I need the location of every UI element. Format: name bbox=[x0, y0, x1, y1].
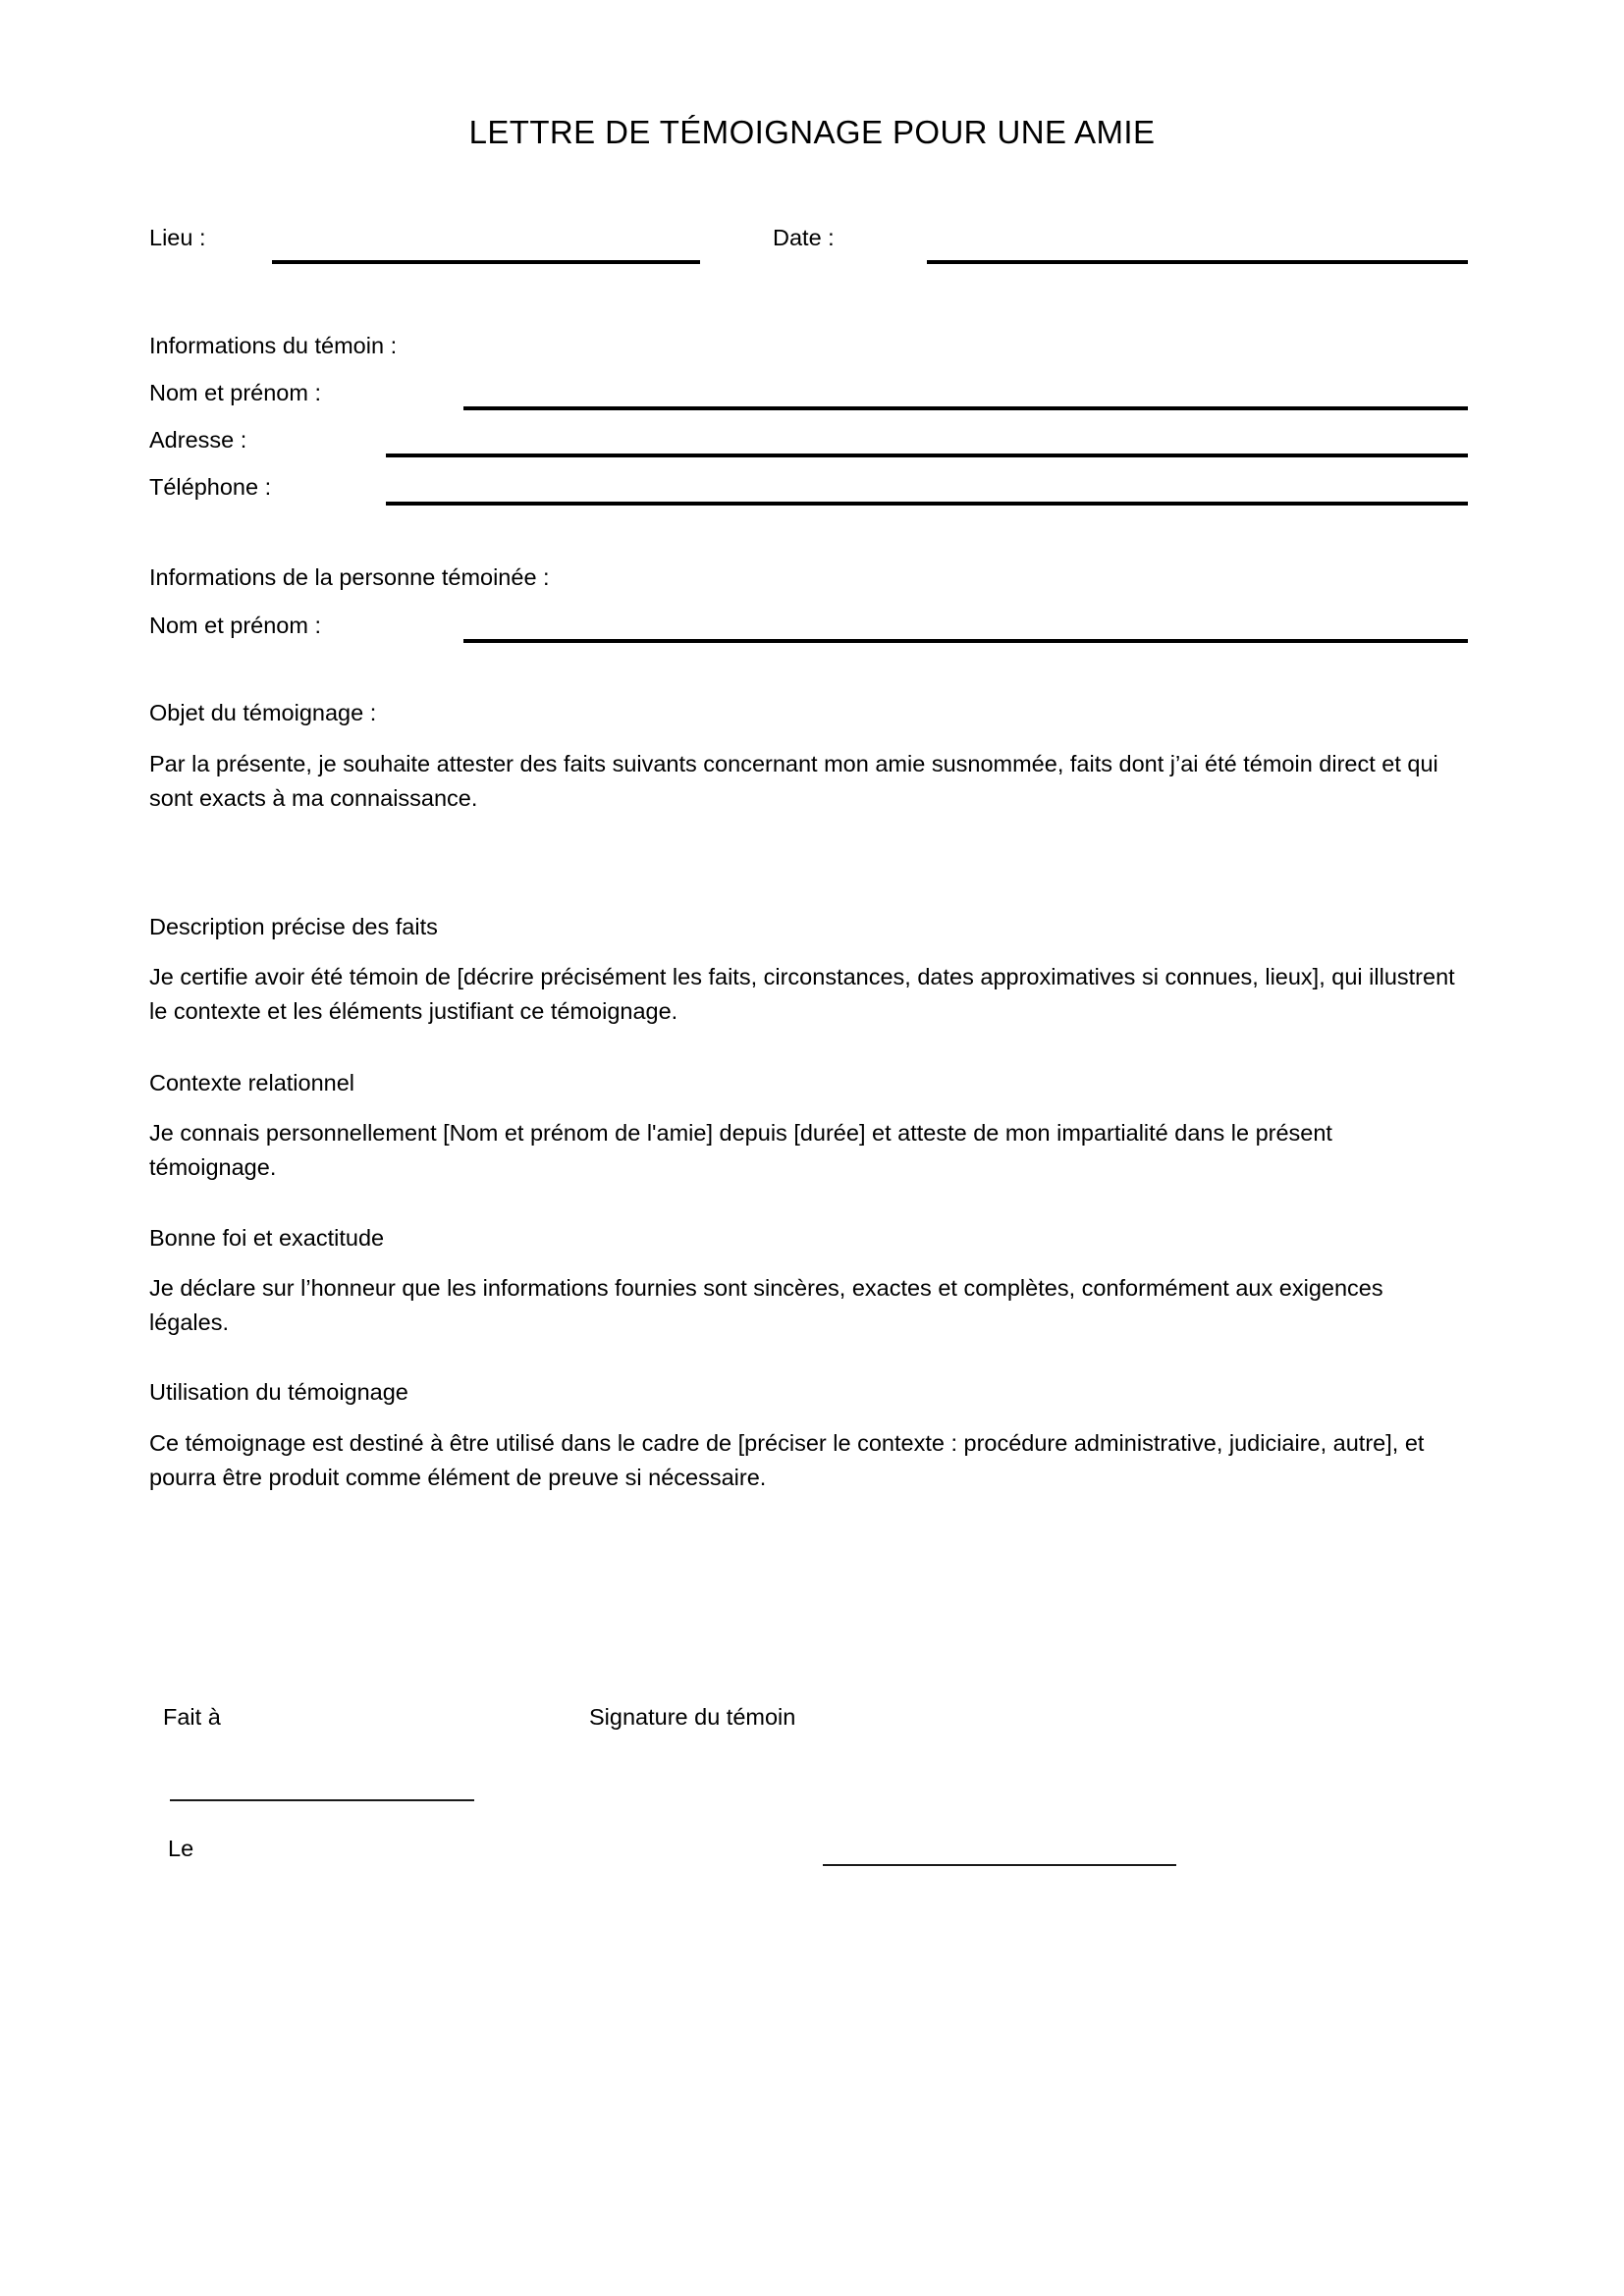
place-input-line[interactable] bbox=[272, 260, 700, 264]
witness-signature-line[interactable] bbox=[823, 1864, 1176, 1866]
subject-section-label: Informations de la personne témoinée : bbox=[149, 564, 550, 590]
place-label: Lieu : bbox=[149, 225, 206, 250]
witness-name-label: Nom et prénom : bbox=[149, 380, 322, 405]
witness-name-input-line[interactable] bbox=[463, 406, 1468, 410]
section-body-utilisation: Ce témoignage est destiné à être utilisé dans le cadre de [préciser le contexte : procédure administrative, judiciaire, autre], et pourra être produit comme élément de preuve si nécessaire. bbox=[149, 1430, 1425, 1490]
signature-date-label: Le bbox=[168, 1836, 194, 1861]
witness-address-input-line[interactable] bbox=[386, 454, 1468, 457]
made-at-input-line[interactable] bbox=[170, 1799, 474, 1801]
witness-address-label: Adresse : bbox=[149, 427, 247, 453]
witness-signature-label: Signature du témoin bbox=[589, 1704, 796, 1730]
section-body-bonne-foi: Je déclare sur l’honneur que les informations fournies sont sincères, exactes et complètes, conformément aux exigences légales. bbox=[149, 1275, 1383, 1335]
date-input-line[interactable] bbox=[927, 260, 1468, 264]
made-at-label: Fait à bbox=[163, 1704, 221, 1730]
section-heading-contexte: Contexte relationnel bbox=[149, 1070, 355, 1095]
object-heading: Objet du témoignage : bbox=[149, 700, 377, 725]
subject-name-input-line[interactable] bbox=[463, 639, 1468, 643]
section-body-contexte: Je connais personnellement [Nom et prénom de l'amie] depuis [durée] et atteste de mon impartialité dans le présent témoignage. bbox=[149, 1120, 1332, 1180]
object-body: Par la présente, je souhaite attester des faits suivants concernant mon amie susnommée, faits dont j’ai été témoin direct et qui sont exacts à ma connaissance. bbox=[149, 751, 1438, 811]
section-heading-bonne-foi: Bonne foi et exactitude bbox=[149, 1225, 385, 1251]
section-body-description: Je certifie avoir été témoin de [décrire précisément les faits, circonstances, dates approximatives si connues, lieux], qui illustrent le contexte et les éléments justifiant ce témoignage. bbox=[149, 964, 1455, 1024]
section-heading-description: Description précise des faits bbox=[149, 914, 438, 939]
subject-name-label: Nom et prénom : bbox=[149, 613, 322, 638]
witness-phone-input-line[interactable] bbox=[386, 502, 1468, 506]
witness-section-label: Informations du témoin : bbox=[149, 333, 398, 358]
witness-phone-label: Téléphone : bbox=[149, 474, 272, 500]
page-title: LETTRE DE TÉMOIGNAGE POUR UNE AMIE bbox=[468, 114, 1156, 150]
section-heading-utilisation: Utilisation du témoignage bbox=[149, 1379, 408, 1405]
date-label: Date : bbox=[773, 225, 835, 250]
